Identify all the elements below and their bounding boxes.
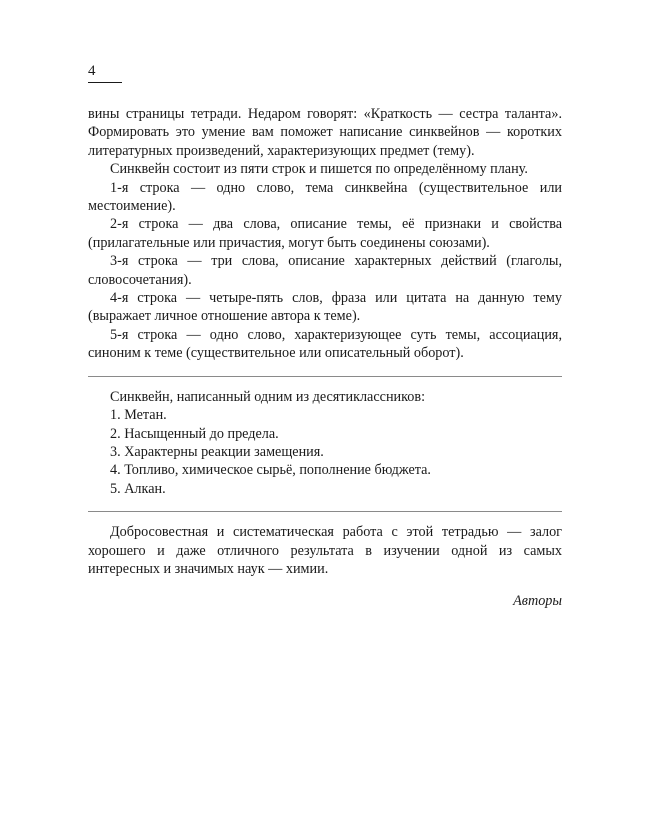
paragraph-syncwine-plan: Синквейн состоит из пяти строк и пишется по определённому плану. — [110, 161, 528, 178]
example-line-3: 3. Характерны реакции замещения. — [110, 443, 324, 460]
example-line-5: 5. Алкан. — [110, 480, 166, 497]
page-content — [88, 62, 562, 611]
authors-signature: Авторы — [513, 593, 562, 610]
divider-bottom — [88, 511, 562, 512]
paragraph-line-3: 3-я строка — три слова, описание характерных действий (глаголы, словосочетания). — [88, 253, 562, 288]
example-line-4: 4. Топливо, химическое сырьё, пополнение бюджета. — [110, 462, 431, 479]
paragraph-line-2: 2-я строка — два слова, описание темы, её признаки и свойства (прилагательные или причастия, могут быть соединены союзами). — [88, 216, 562, 251]
page-number: 4 — [88, 64, 122, 83]
paragraph-line-5: 5-я строка — одно слово, характеризующее суть темы, ассоциация, синоним к теме (существительное или описательный оборот). — [88, 326, 562, 362]
paragraph-line-1: 1-я строка — одно слово, тема синквейна (существительное или местоимение). — [88, 179, 562, 215]
paragraph-line-4: 4-я строка — четыре-пять слов, фраза или цитата на данную тему (выражает личное отношение автора к теме). — [88, 290, 562, 325]
paragraph-continuation: вины страницы тетради. Недаром говорят: «Краткость — сестра таланта». Формировать это умение вам поможет написание синквейнов — коротких литературных произведений, характеризующих предмет (тему). — [88, 106, 562, 159]
page-number-block — [88, 62, 562, 83]
example-line-1: 1. Метан. — [110, 407, 167, 424]
divider-top — [88, 376, 562, 377]
example-line-2: 2. Насыщенный до предела. — [110, 425, 279, 442]
paragraph-closing: Добросовестная и систематическая работа с этой тетрадью — залог хорошего и даже отличного результата в изучении одной из самых интересных и значимых наук — химии. — [88, 524, 562, 577]
example-lead: Синквейн, написанный одним из десятиклассников: — [110, 388, 426, 405]
example-block — [88, 388, 562, 498]
